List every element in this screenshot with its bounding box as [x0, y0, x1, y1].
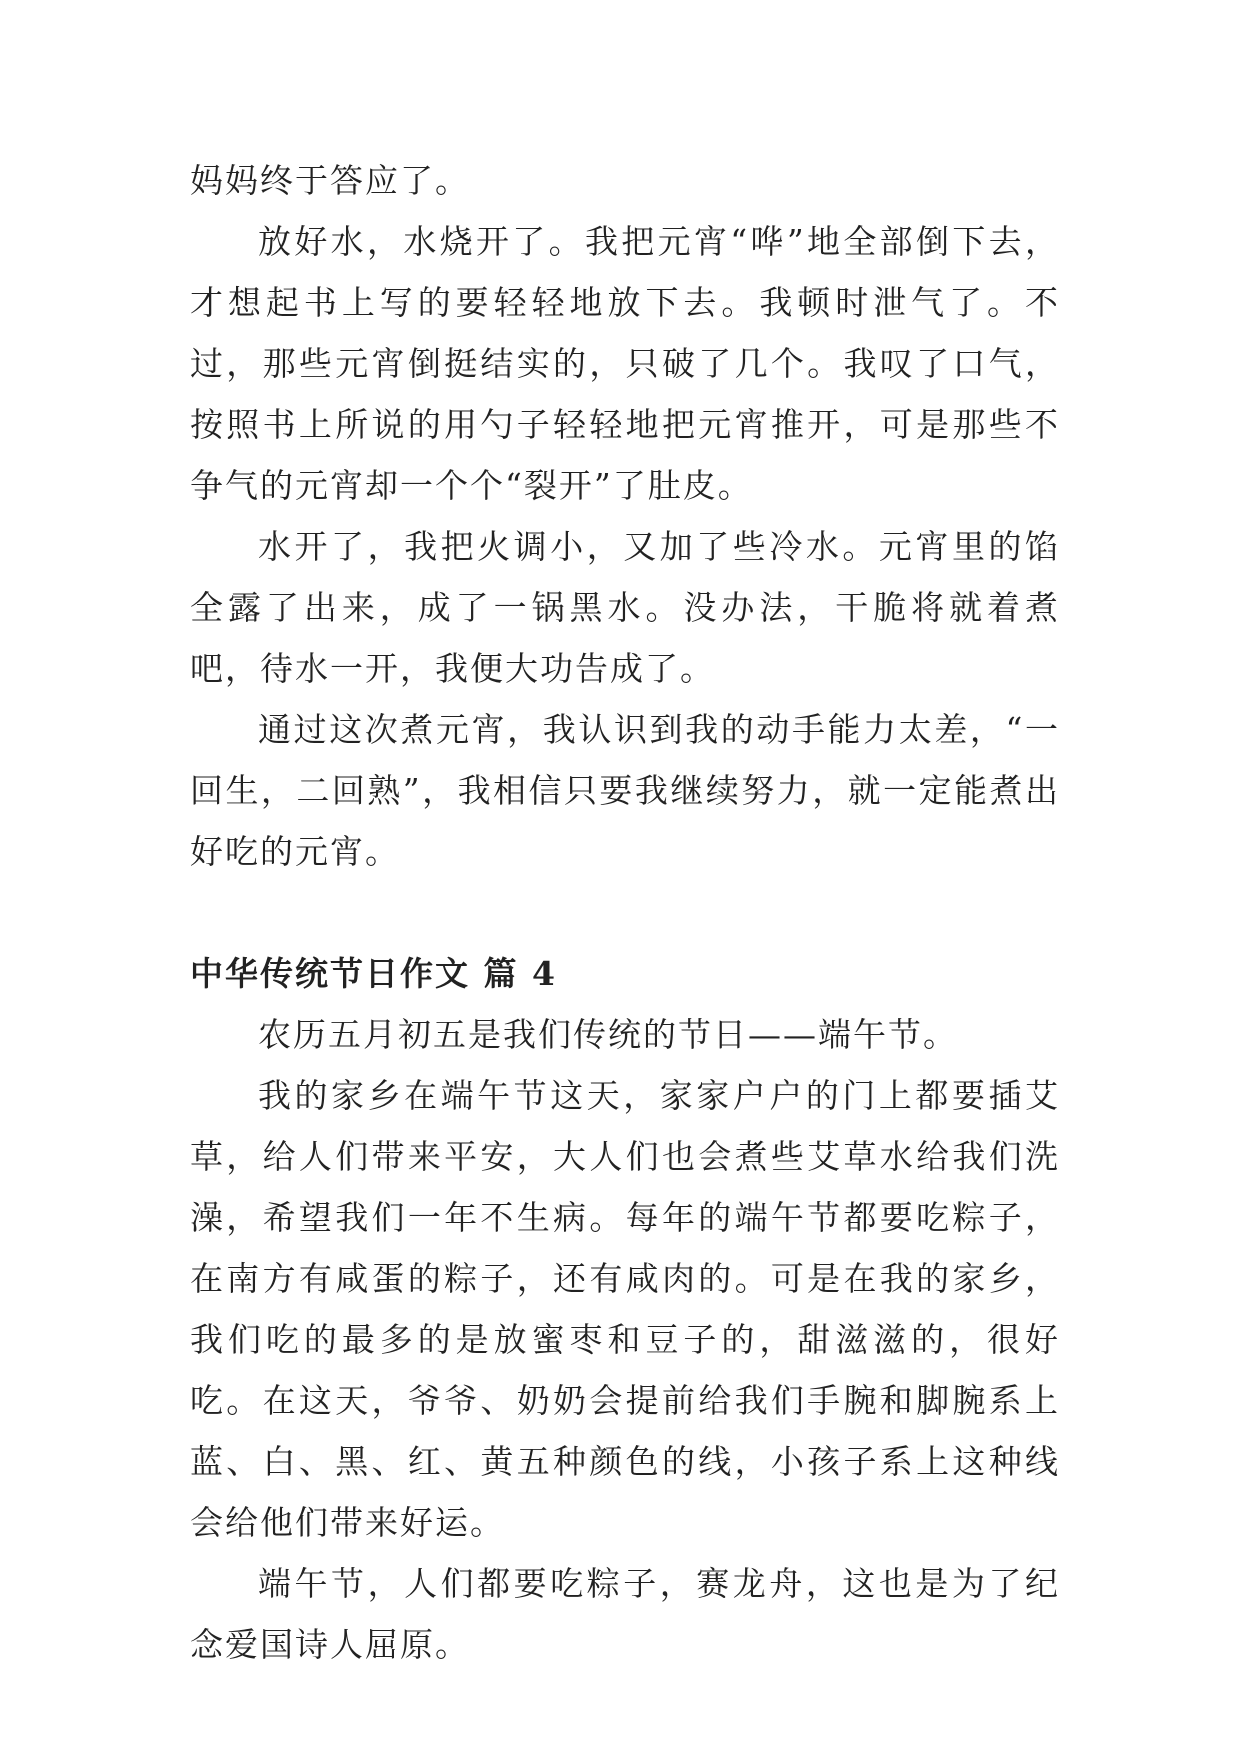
paragraph: 水开了，我把火调小，又加了些冷水。元宵里的馅全露了出来，成了一锅黑水。没办法，干脆将就着煮吧，待水一开，我便大功告成了。 [190, 527, 1060, 688]
paragraph: 农历五月初五是我们传统的节日——端午节。 [258, 1015, 958, 1054]
document-body [190, 150, 1060, 1675]
paragraph: 我的家乡在端午节这天，家家户户的门上都要插艾草，给人们带来平安，大人们也会煮些艾草水给我们洗澡，希望我们一年不生病。每年的端午节都要吃粽子，在南方有咸蛋的粽子，还有咸肉的。可是在我的家乡，我们吃的最多的是放蜜枣和豆子的，甜滋滋的，很好吃。在这天，爷爷、奶奶会提前给我们手腕和脚腕系上蓝、白、黑、红、黄五种颜色的线，小孩子系上这种线会给他们带来好运。 [190, 1076, 1060, 1542]
paragraph: 通过这次煮元宵，我认识到我的动手能力太差，“一回生，二回熟”，我相信只要我继续努力，就一定能煮出好吃的元宵。 [190, 710, 1060, 871]
paragraph: 端午节，人们都要吃粽子，赛龙舟，这也是为了纪念爱国诗人屈原。 [190, 1564, 1060, 1664]
paragraph: 妈妈终于答应了。 [190, 161, 470, 200]
section-heading: 中华传统节日作文 篇 4 [190, 954, 557, 993]
paragraph: 放好水，水烧开了。我把元宵“哗”地全部倒下去，才想起书上写的要轻轻地放下去。我顿时泄气了。不过，那些元宵倒挺结实的，只破了几个。我叹了口气，按照书上所说的用勺子轻轻地把元宵推开，可是那些不争气的元宵却一个个“裂开”了肚皮。 [190, 222, 1060, 505]
